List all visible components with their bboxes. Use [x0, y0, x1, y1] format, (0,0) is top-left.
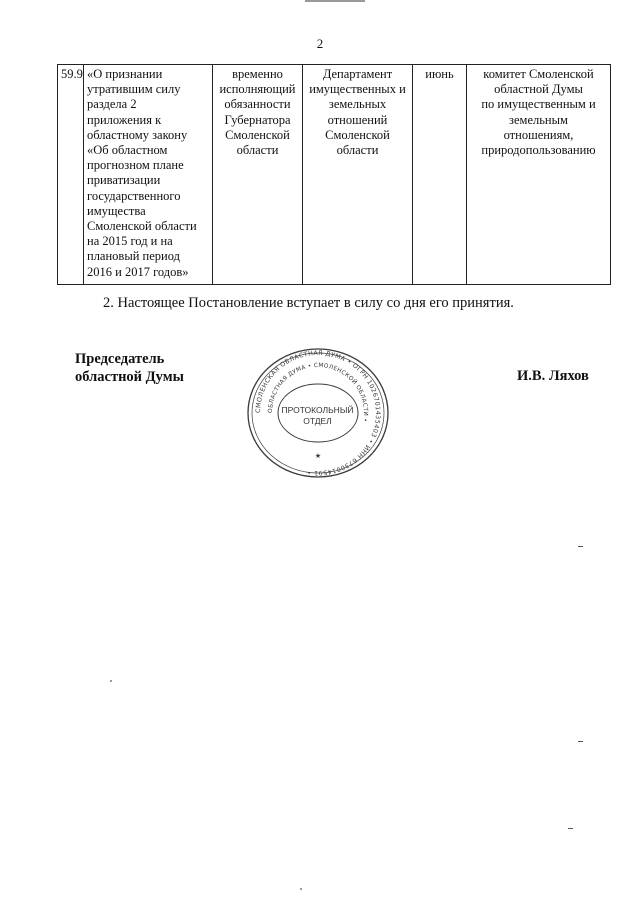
committee-line: отношениям,: [503, 127, 574, 142]
seal-star-icon: ★: [314, 452, 322, 460]
responsible-cell: [213, 65, 303, 285]
scan-artifact: [568, 828, 573, 829]
seal-center-line: ОТДЕЛ: [303, 416, 332, 426]
law-name-line: приложения к: [87, 112, 162, 127]
seal-ring-text: СМОЛЕНСКАЯ ОБЛАСТНАЯ ДУМА • ОГРН 1026701435403 • ИНН 6730014591 •: [254, 349, 382, 477]
page-number: 2: [316, 36, 324, 51]
responsible-line: Смоленской: [225, 127, 290, 142]
scan-artifact: [300, 888, 302, 890]
law-name-line: областному закону: [87, 127, 188, 142]
signatory-title-line: Председатель: [75, 351, 165, 367]
committee-line: комитет Смоленской: [483, 67, 594, 81]
law-name-line: утратившим силу: [87, 82, 181, 97]
law-name-line: «Об областном: [87, 143, 168, 158]
committee-line: природопользованию: [481, 143, 596, 158]
committee-cell: [467, 65, 611, 285]
executor-line: имущественных и: [309, 82, 406, 97]
scan-artifact: [578, 741, 583, 742]
signatory-title: [75, 350, 184, 386]
responsible-line: временно: [232, 67, 283, 81]
plan-table: [57, 64, 611, 285]
term-value: июнь: [425, 67, 454, 81]
scan-artifact: [305, 0, 365, 2]
executor-line: земельных: [328, 97, 387, 112]
resolution-clause: 2. Настоящее Постановление вступает в силу со дня его принятия.: [103, 295, 514, 311]
committee-line: по имущественным и: [481, 97, 596, 112]
row-number-cell: [58, 65, 84, 285]
term-cell: [413, 65, 467, 285]
responsible-line: Губернатора: [224, 112, 291, 127]
law-name-line: на 2015 год и на: [87, 234, 173, 249]
executor-line: отношений: [327, 112, 388, 127]
law-name-line: имущества: [87, 203, 146, 218]
law-name-line: 2016 и 2017 годов»: [87, 264, 189, 279]
row-number: 59.9: [61, 67, 83, 81]
law-name-line: «О признании: [87, 67, 163, 81]
committee-line: областной Думы: [494, 82, 583, 97]
signatory-name: И.В. Ляхов: [517, 368, 589, 384]
executor-line: области: [336, 143, 379, 158]
law-name-cell: [84, 65, 213, 285]
law-name-line: раздела 2: [87, 97, 137, 112]
table-row: [58, 65, 611, 285]
law-name-line: Смоленской области: [87, 219, 197, 234]
executor-cell: [303, 65, 413, 285]
committee-line: земельным: [509, 112, 568, 127]
scan-artifact: [578, 546, 583, 547]
signatory-title-line: областной Думы: [75, 369, 184, 385]
scan-artifact: [110, 680, 112, 682]
executor-line: Департамент: [322, 67, 393, 81]
law-name-line: приватизации: [87, 173, 161, 188]
law-name-line: прогнозном плане: [87, 158, 184, 173]
responsible-line: области: [236, 143, 279, 158]
law-name-line: государственного: [87, 188, 181, 203]
seal-center-text: [274, 405, 361, 427]
responsible-line: обязанности: [224, 97, 291, 112]
seal-center-line: ПРОТОКОЛЬНЫЙ: [281, 405, 354, 415]
executor-line: Смоленской: [325, 127, 390, 142]
law-name-line: плановый период: [87, 249, 180, 264]
responsible-line: исполняющий: [219, 82, 296, 97]
seal-inner-ring-text: ОБЛАСТНАЯ ДУМА • СМОЛЕНСКОЙ ОБЛАСТИ •: [267, 362, 369, 423]
